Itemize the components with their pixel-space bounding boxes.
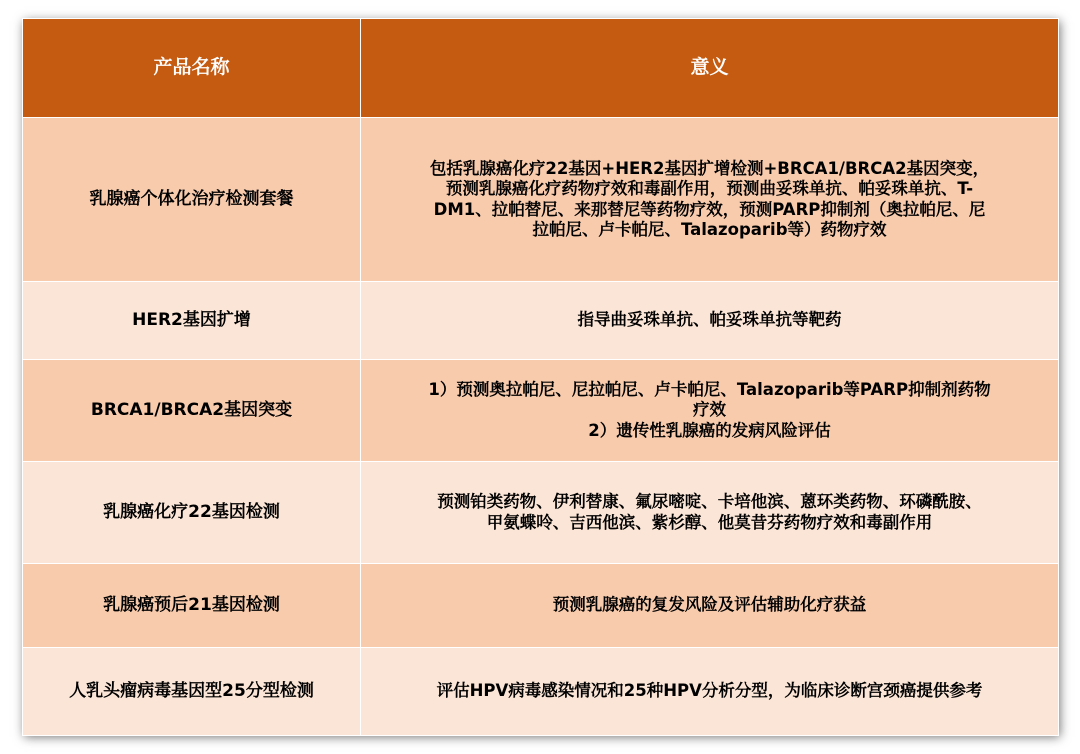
- meaning-line: 预测铂类药物、伊利替康、氟尿嘧啶、卡培他滨、蒽环类药物、环磷酰胺、: [437, 492, 982, 512]
- meaning-cell: [361, 462, 1059, 564]
- meaning-cell: [361, 564, 1059, 648]
- header-meaning: 意义: [361, 19, 1059, 118]
- product-name-cell: HER2基因扩增: [23, 282, 361, 360]
- product-name-cell: BRCA1/BRCA2基因突变: [23, 360, 361, 462]
- meaning-cell: [361, 360, 1059, 462]
- meaning-line: 2）遗传性乳腺癌的发病风险评估: [588, 420, 831, 440]
- meaning-line: 预测乳腺癌化疗药物疗效和毒副作用，预测曲妥珠单抗、帕妥珠单抗、T-: [445, 179, 974, 199]
- meaning-line: 包括乳腺癌化疗22基因+HER2基因扩增检测+BRCA1/BRCA2基因突变，: [429, 158, 990, 178]
- table-row: [23, 564, 1059, 648]
- table-row: [23, 282, 1059, 360]
- product-table: [22, 18, 1059, 736]
- meaning-cell: [361, 648, 1059, 736]
- product-name-cell: 人乳头瘤病毒基因型25分型检测: [23, 648, 361, 736]
- table-row: [23, 462, 1059, 564]
- meaning-line: 拉帕尼、卢卡帕尼、Talazoparib等）药物疗效: [532, 219, 887, 239]
- product-name-cell: 乳腺癌个体化治疗检测套餐: [23, 118, 361, 282]
- meaning-line: 1）预测奥拉帕尼、尼拉帕尼、卢卡帕尼、Talazoparib等PARP抑制剂药物: [428, 380, 991, 400]
- meaning-line: 甲氨蝶呤、吉西他滨、紫杉醇、他莫昔芬药物疗效和毒副作用: [486, 512, 933, 532]
- meaning-line: 评估HPV病毒感染情况和25种HPV分析分型，为临床诊断宫颈癌提供参考: [436, 681, 983, 701]
- header-product-name: 产品名称: [23, 19, 361, 118]
- table-row: [23, 118, 1059, 282]
- meaning-cell: [361, 118, 1059, 282]
- product-name-cell: 乳腺癌化疗22基因检测: [23, 462, 361, 564]
- meaning-line: 指导曲妥珠单抗、帕妥珠单抗等靶药: [577, 310, 842, 330]
- product-name-cell: 乳腺癌预后21基因检测: [23, 564, 361, 648]
- meaning-cell: [361, 282, 1059, 360]
- table-row: [23, 360, 1059, 462]
- meaning-line: 预测乳腺癌的复发风险及评估辅助化疗获益: [552, 595, 867, 615]
- meaning-line: DM1、拉帕替尼、来那替尼等药物疗效，预测PARP抑制剂（奥拉帕尼、尼: [433, 199, 986, 219]
- table-header-row: [23, 19, 1059, 118]
- meaning-line: 疗效: [693, 400, 726, 420]
- table-row: [23, 648, 1059, 736]
- product-table-frame: [22, 18, 1058, 734]
